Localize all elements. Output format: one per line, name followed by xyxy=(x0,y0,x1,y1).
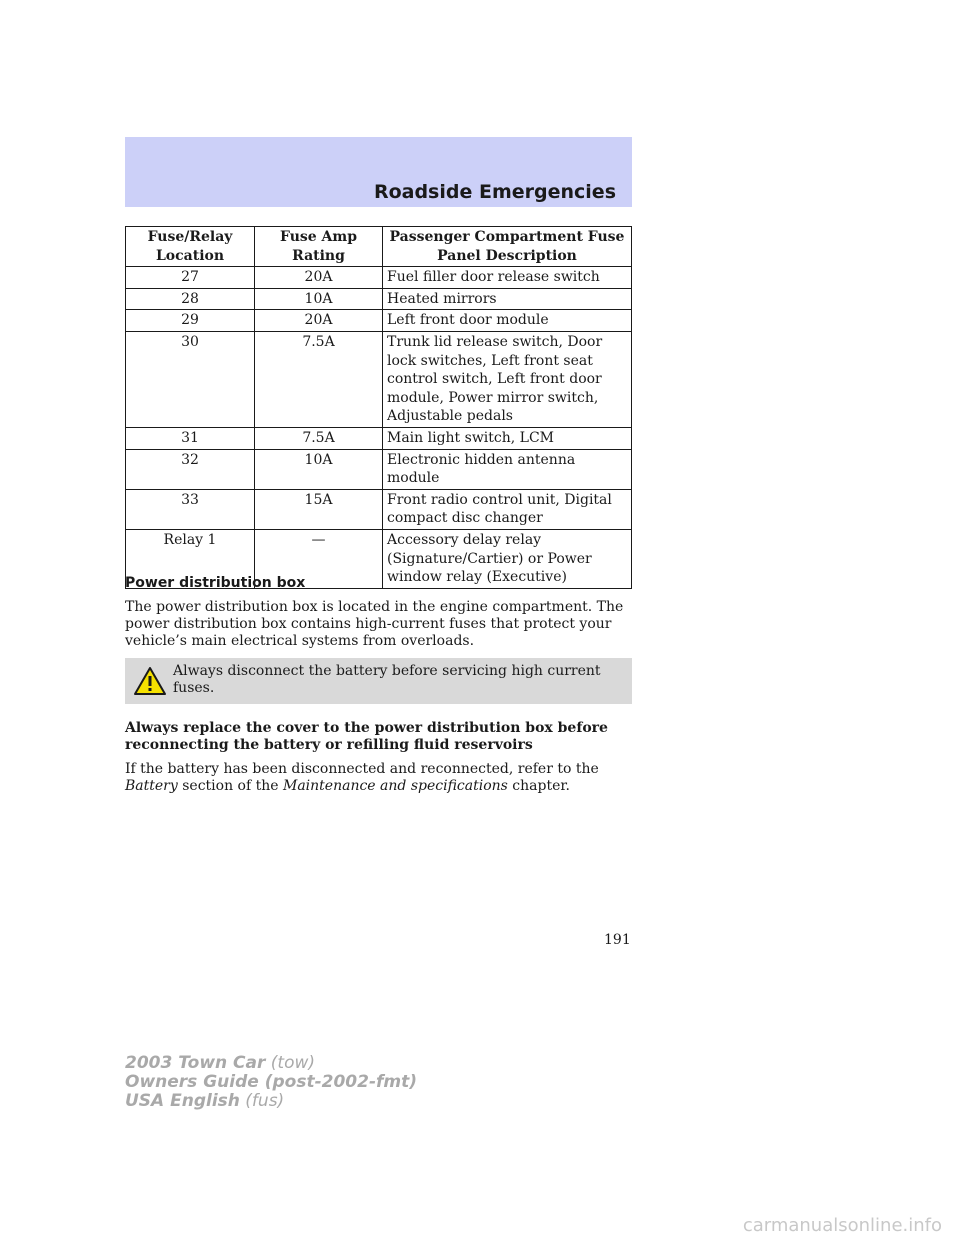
cell-description: Electronic hidden antenna module xyxy=(383,449,632,489)
table-row xyxy=(126,489,632,529)
cell-amp: — xyxy=(255,529,383,588)
document-footer xyxy=(125,1054,417,1111)
cell-description: Left front door module xyxy=(383,310,632,332)
bold-instruction: Always replace the cover to the power distribution box before reconnecting the battery or refilling fluid reservoirs xyxy=(125,720,608,753)
cell-amp: 20A xyxy=(255,310,383,332)
cell-description: Fuel filler door release switch xyxy=(383,267,632,289)
cell-location: 27 xyxy=(126,267,255,289)
cell-location: 28 xyxy=(126,288,255,310)
footer-language-code: (fus) xyxy=(245,1091,285,1111)
table-header-row xyxy=(126,227,632,267)
section-header-band xyxy=(125,137,632,207)
footer-guide: Owners Guide (post-2002-fmt) xyxy=(125,1072,418,1092)
cell-description: Heated mirrors xyxy=(383,288,632,310)
body-paragraph: The power distribution box is located in the engine compartment. The power distribution box contains high-current fuses that protect your vehicle’s main electrical systems from overloads. xyxy=(125,599,624,649)
reference-battery: Battery xyxy=(125,778,178,794)
cell-description: Accessory delay relay (Signature/Cartier) or Power window relay (Executive) xyxy=(383,529,632,588)
watermark-text: carmanualsonline.info xyxy=(742,1215,942,1236)
reference-text-end: chapter. xyxy=(512,778,570,794)
table-row xyxy=(126,427,632,449)
footer-language: USA English xyxy=(125,1091,240,1111)
warning-box xyxy=(125,658,632,704)
reference-paragraph xyxy=(125,761,632,795)
cell-amp: 10A xyxy=(255,449,383,489)
warning-triangle-icon xyxy=(133,666,167,696)
table-row xyxy=(126,288,632,310)
cell-amp: 7.5A xyxy=(255,427,383,449)
page-number: 191 xyxy=(604,932,631,948)
cell-location: 33 xyxy=(126,489,255,529)
cell-description: Main light switch, LCM xyxy=(383,427,632,449)
cell-amp: 20A xyxy=(255,267,383,289)
table-row xyxy=(126,267,632,289)
section-title: Roadside Emergencies xyxy=(373,181,616,203)
cell-description: Front radio control unit, Digital compact disc changer xyxy=(383,489,632,529)
cell-description: Trunk lid release switch, Door lock switches, Left front seat control switch, Left front door module, Power mirror switch, Adjustable pedals xyxy=(383,331,632,427)
warning-text: Always disconnect the battery before servicing high current fuses. xyxy=(173,663,601,696)
column-header-location: Fuse/Relay Location xyxy=(126,227,255,267)
reference-text-start: If the battery has been disconnected and reconnected, refer to the xyxy=(125,761,599,777)
footer-model: 2003 Town Car xyxy=(125,1053,266,1073)
table-row xyxy=(126,310,632,332)
cell-location: 30 xyxy=(126,331,255,427)
cell-location: 32 xyxy=(126,449,255,489)
table-row xyxy=(126,331,632,427)
cell-amp: 10A xyxy=(255,288,383,310)
column-header-description: Passenger Compartment Fuse Panel Description xyxy=(383,227,632,267)
cell-location: 31 xyxy=(126,427,255,449)
reference-text-mid: section of the xyxy=(182,778,279,794)
cell-location: Relay 1 xyxy=(126,529,255,588)
reference-chapter: Maintenance and specifications xyxy=(283,778,508,794)
column-header-amp-rating: Fuse Amp Rating xyxy=(255,227,383,267)
cell-amp: 15A xyxy=(255,489,383,529)
fuse-table xyxy=(125,226,632,589)
cell-location: 29 xyxy=(126,310,255,332)
footer-model-code: (tow) xyxy=(270,1053,316,1073)
table-row xyxy=(126,449,632,489)
section-heading: Power distribution box xyxy=(125,575,306,591)
cell-amp: 7.5A xyxy=(255,331,383,427)
